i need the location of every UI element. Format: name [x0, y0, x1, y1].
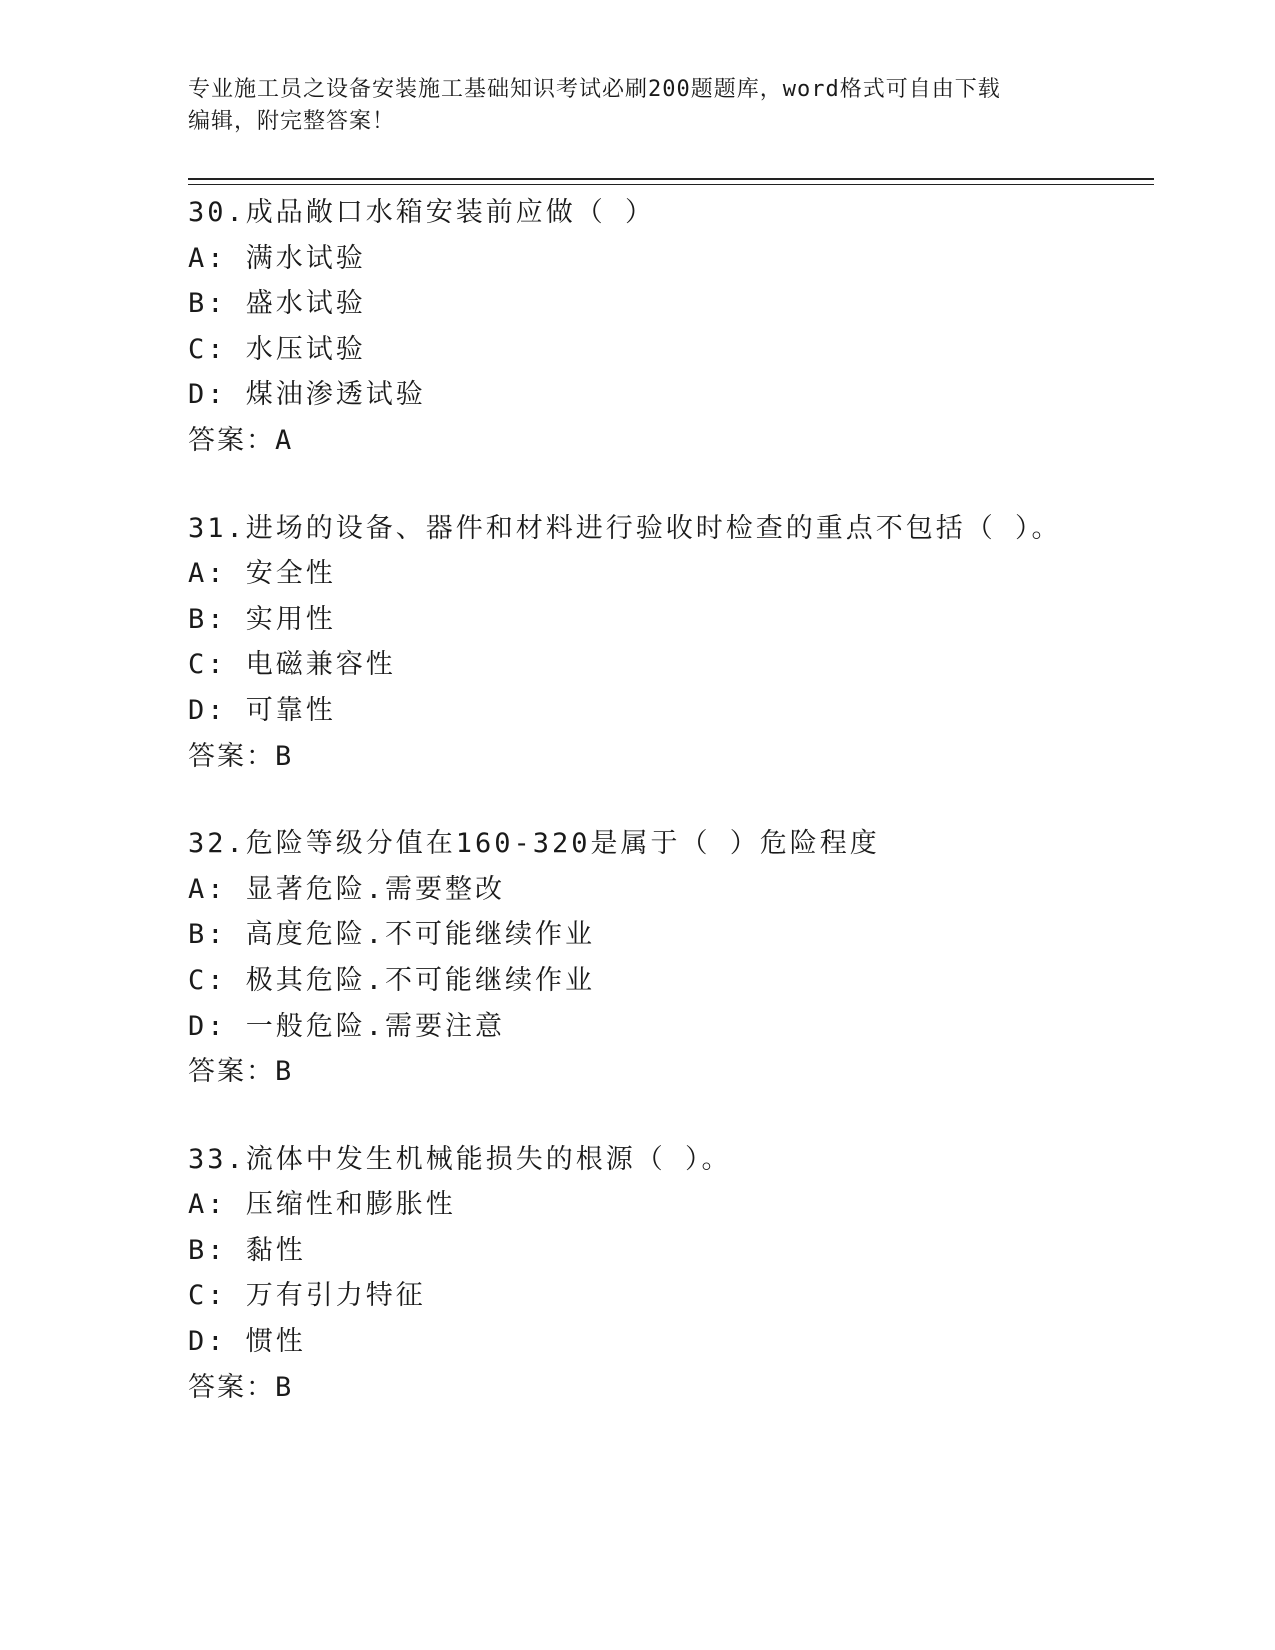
question-stem: 30.成品敞口水箱安装前应做（ ） — [188, 197, 656, 228]
answer: 答案：B — [188, 1371, 294, 1403]
option-d: D: 惯性 — [188, 1326, 306, 1358]
option-b: B: 黏性 — [188, 1234, 306, 1266]
option-a: A: 压缩性和膨胀性 — [188, 1189, 456, 1221]
option-d: D: 可靠性 — [188, 694, 336, 726]
question-31 — [188, 506, 1154, 780]
option-b: B: 实用性 — [188, 603, 336, 635]
question-stem: 31.进场的设备、器件和材料进行验收时检查的重点不包括（ ）。 — [188, 512, 1062, 544]
question-stem: 33.流体中发生机械能损失的根源（ ）。 — [188, 1143, 732, 1175]
answer: 答案：B — [188, 740, 294, 772]
option-b: B: 盛水试验 — [188, 288, 366, 320]
header-line-2: 编辑，附完整答案！ — [188, 109, 396, 134]
option-a: A: 安全性 — [188, 558, 336, 590]
question-32 — [188, 821, 1154, 1095]
question-list — [188, 190, 1154, 1410]
option-d: D: 一般危险.需要注意 — [188, 1010, 506, 1042]
header-divider-thick — [188, 178, 1154, 180]
header-line-1: 专业施工员之设备安装施工基础知识考试必刷200题题库，word格式可自由下载 — [188, 77, 1001, 102]
document-header — [188, 74, 1088, 138]
option-c: C: 水压试验 — [188, 333, 366, 365]
header-divider-thin — [188, 184, 1154, 185]
question-stem: 32.危险等级分值在160-320是属于（ ）危险程度 — [188, 828, 880, 860]
answer: 答案：A — [188, 424, 294, 456]
question-33 — [188, 1137, 1154, 1411]
option-c: C: 极其危险.不可能继续作业 — [188, 964, 596, 996]
answer: 答案：B — [188, 1056, 294, 1088]
question-30 — [188, 190, 1154, 464]
option-d: D: 煤油渗透试验 — [188, 379, 426, 411]
option-a: A: 满水试验 — [188, 242, 366, 274]
option-c: C: 电磁兼容性 — [188, 649, 396, 681]
option-b: B: 高度危险.不可能继续作业 — [188, 919, 596, 951]
option-a: A: 显著危险.需要整改 — [188, 873, 506, 905]
option-c: C: 万有引力特征 — [188, 1280, 426, 1312]
